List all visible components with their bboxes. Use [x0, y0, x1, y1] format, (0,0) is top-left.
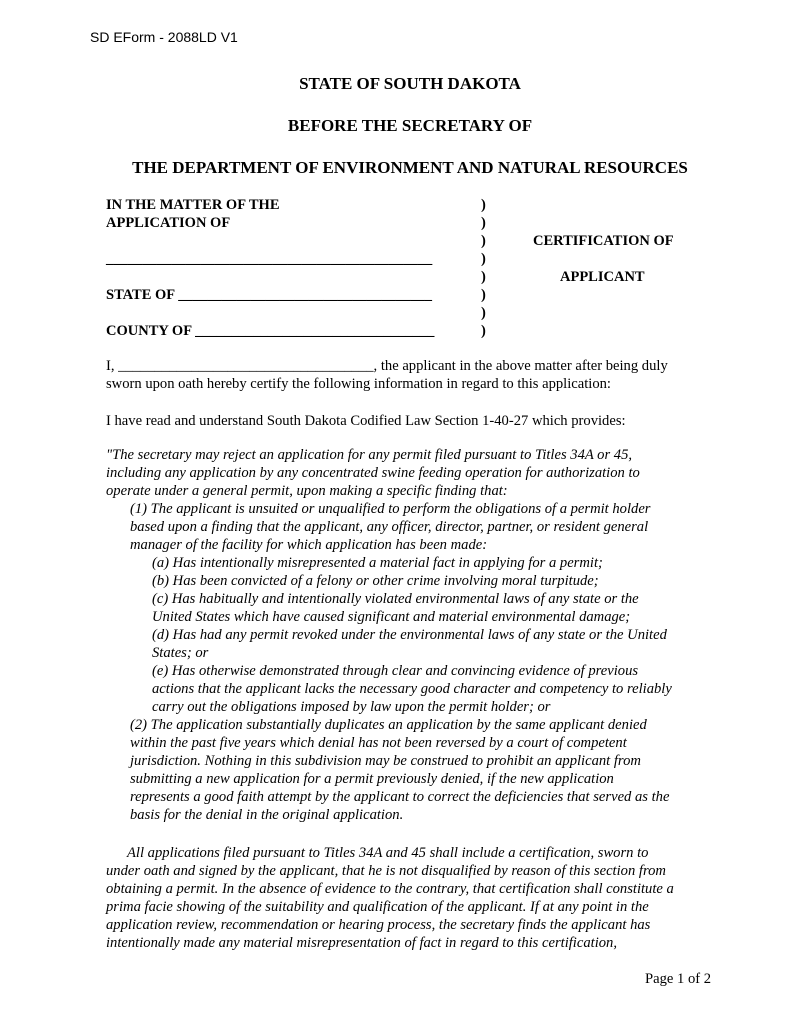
quote-line: United States which have caused significant and material environmental damage;: [152, 609, 631, 625]
quote-line: actions that the applicant lacks the necessary good character and competency to reliably: [152, 681, 672, 697]
closing-line: under oath and signed by the applicant, that he is not disqualified by reason of this section from: [106, 863, 666, 879]
quote-line: (b) Has been convicted of a felony or other crime involving moral turpitude;: [152, 573, 599, 589]
quote-line: manager of the facility for which application has been made:: [130, 537, 488, 553]
oath-line-1: I, ___________________________________, the applicant in the above matter after being duly: [106, 358, 668, 374]
page-number: Page 1 of 2: [645, 971, 712, 987]
caption-paren: ): [481, 287, 486, 303]
quote-line: (d) Has had any permit revoked under the environmental laws of any state or the United: [152, 627, 667, 643]
applicant-name-line: _____________________________________________: [106, 251, 433, 267]
caption-paren: ): [481, 233, 486, 249]
quote-line: (1) The applicant is unsuited or unqualified to perform the obligations of a permit holder: [130, 501, 651, 517]
law-intro: I have read and understand South Dakota Codified Law Section 1-40-27 which provides:: [106, 413, 626, 429]
closing-line: application review, recommendation or hearing process, the secretary finds the applicant has: [106, 917, 651, 933]
heading-department: THE DEPARTMENT OF ENVIRONMENT AND NATURAL RESOURCES: [132, 158, 688, 177]
caption-paren: ): [481, 197, 486, 213]
county-of-line: COUNTY OF _________________________________: [106, 323, 435, 339]
quote-line: operate under a general permit, upon making a specific finding that:: [106, 483, 508, 499]
quote-line: (c) Has habitually and intentionally violated environmental laws of any state or the: [152, 591, 639, 607]
oath-line-2: sworn upon oath hereby certify the following information in regard to this application:: [106, 376, 611, 392]
quote-line: based upon a finding that the applicant, any officer, director, partner, or resident general: [130, 519, 649, 535]
quote-line: (a) Has intentionally misrepresented a material fact in applying for a permit;: [152, 555, 603, 571]
caption-paren: ): [481, 305, 486, 321]
closing-line: intentionally made any material misrepresentation of fact in regard to this certification,: [106, 935, 617, 951]
quote-line: (2) The application substantially duplicates an application by the same applicant denied: [130, 717, 647, 733]
heading-state: STATE OF SOUTH DAKOTA: [299, 74, 521, 93]
caption-matter-line1: IN THE MATTER OF THE: [106, 197, 280, 213]
quote-line: basis for the denial in the original application.: [130, 807, 404, 823]
quote-line: submitting a new application for a permit previously denied, if the new application: [130, 771, 614, 787]
quote-line: "The secretary may reject an application for any permit filed pursuant to Titles 34A or 45,: [106, 447, 633, 463]
quote-line: (e) Has otherwise demonstrated through clear and convincing evidence of previous: [152, 663, 639, 679]
caption-paren: ): [481, 215, 486, 231]
state-of-line: STATE OF ___________________________________: [106, 287, 432, 303]
quote-line: within the past five years which denial has not been reversed by a court of competent: [130, 735, 627, 751]
caption-title-line1: CERTIFICATION OF: [533, 233, 674, 249]
caption-title-line2: APPLICANT: [560, 269, 645, 285]
form-id: SD EForm - 2088LD V1: [90, 29, 238, 45]
closing-line: prima facie showing of the suitability and qualification of the applicant. If at any point in the: [106, 899, 649, 915]
caption-paren: ): [481, 269, 486, 285]
quote-line: carry out the obligations imposed by law upon the permit holder; or: [152, 699, 551, 715]
quote-line: including any application by any concentrated swine feeding operation for authorization to: [106, 465, 640, 481]
quote-line: jurisdiction. Nothing in this subdivision may be construed to prohibit an applicant from: [130, 753, 641, 769]
caption-paren: ): [481, 251, 486, 267]
quote-line: States; or: [152, 645, 209, 661]
heading-secretary: BEFORE THE SECRETARY OF: [287, 116, 533, 135]
caption-paren: ): [481, 323, 486, 339]
closing-line: All applications filed pursuant to Titles 34A and 45 shall include a certification, sworn to: [127, 845, 649, 861]
caption-matter-line2: APPLICATION OF: [106, 215, 231, 231]
closing-line: obtaining a permit. In the absence of evidence to the contrary, that certification shall constitute a: [106, 881, 674, 897]
quote-line: represents a good faith attempt by the applicant to correct the deficiencies that served as the: [130, 789, 670, 805]
